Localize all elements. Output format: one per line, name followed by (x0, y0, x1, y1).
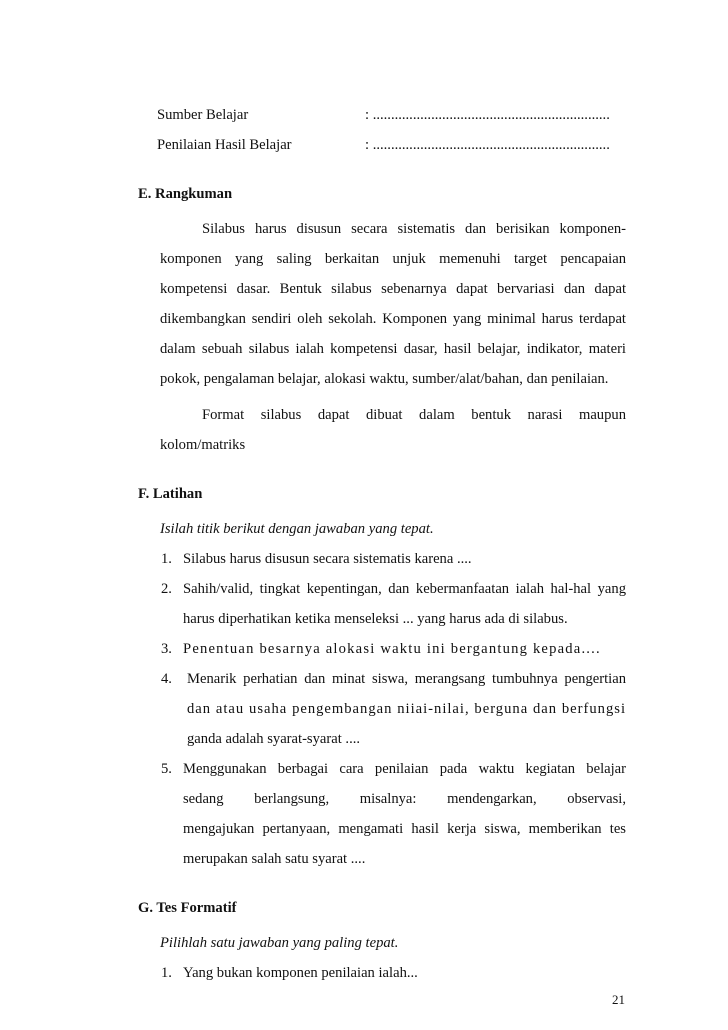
latihan-item-number: 2. (161, 581, 172, 597)
section-e-para1-line: dalam sebuah silabus ialah kompetensi dasar, hasil belajar, indikator, materi (160, 341, 626, 357)
section-f-title: F. Latihan (138, 486, 203, 502)
tes-item-text: Yang bukan komponen penilaian ialah... (183, 965, 418, 981)
field-label-penilaian-hasil-belajar: Penilaian Hasil Belajar (157, 137, 292, 153)
tes-item-number: 1. (161, 965, 172, 981)
latihan-item-number: 3. (161, 641, 172, 657)
section-e-para1-line: komponen yang saling berkaitan unjuk memenuhi target pencapaian (160, 251, 626, 267)
field-value-penilaian-hasil-belajar: : ................................................................. (365, 137, 610, 153)
latihan-item-text: Silabus harus disusun secara sistematis karena .... (183, 551, 472, 567)
latihan-item-number: 4. (161, 671, 172, 687)
latihan-item-text: Penentuan besarnya alokasi waktu ini bergantung kepada.... (183, 641, 601, 657)
section-e-para1-line: pokok, pengalaman belajar, alokasi waktu, sumber/alat/bahan, dan penilaian. (160, 371, 609, 387)
section-g-instruction: Pilihlah satu jawaban yang paling tepat. (160, 935, 399, 951)
section-e-para1-line: kompetensi dasar. Bentuk silabus sebenarnya dapat bervariasi dan dapat (160, 281, 626, 297)
latihan-item-text: mengajukan pertanyaan, mengamati hasil kerja siswa, memberikan tes (183, 821, 626, 837)
latihan-item-text: Sahih/valid, tingkat kepentingan, dan kebermanfaatan ialah hal-hal yang (183, 581, 626, 597)
section-e-para2-line: Format silabus dapat dibuat dalam bentuk narasi maupun (202, 407, 626, 423)
latihan-item-text: sedang berlangsung, misalnya: mendengarkan, observasi, (183, 791, 626, 807)
page-number: 21 (612, 992, 625, 1007)
field-label-sumber-belajar: Sumber Belajar (157, 107, 249, 123)
latihan-item-text: harus diperhatikan ketika menseleksi ... yang harus ada di silabus. (183, 611, 568, 627)
section-e-para1-line: Silabus harus disusun secara sistematis dan berisikan komponen- (202, 221, 626, 237)
latihan-item-text: dan atau usaha pengembangan niiai-nilai, berguna dan berfungsi (187, 701, 626, 717)
field-value-sumber-belajar: : ................................................................. (365, 107, 610, 123)
latihan-item-text: merupakan salah satu syarat .... (183, 851, 366, 867)
latihan-item-number: 5. (161, 761, 172, 777)
section-f-instruction: Isilah titik berikut dengan jawaban yang tepat. (160, 521, 434, 537)
section-g-title: G. Tes Formatif (138, 900, 237, 916)
section-e-title: E. Rangkuman (138, 186, 233, 202)
latihan-item-text: ganda adalah syarat-syarat .... (187, 731, 361, 747)
latihan-item-text: Menarik perhatian dan minat siswa, merangsang tumbuhnya pengertian (187, 671, 626, 687)
latihan-item-number: 1. (161, 551, 172, 567)
latihan-item-text: Menggunakan berbagai cara penilaian pada waktu kegiatan belajar (183, 761, 626, 777)
section-e-para1-line: dikembangkan sendiri oleh sekolah. Komponen yang minimal harus terdapat (160, 311, 626, 327)
section-e-para2-line: kolom/matriks (160, 437, 246, 453)
